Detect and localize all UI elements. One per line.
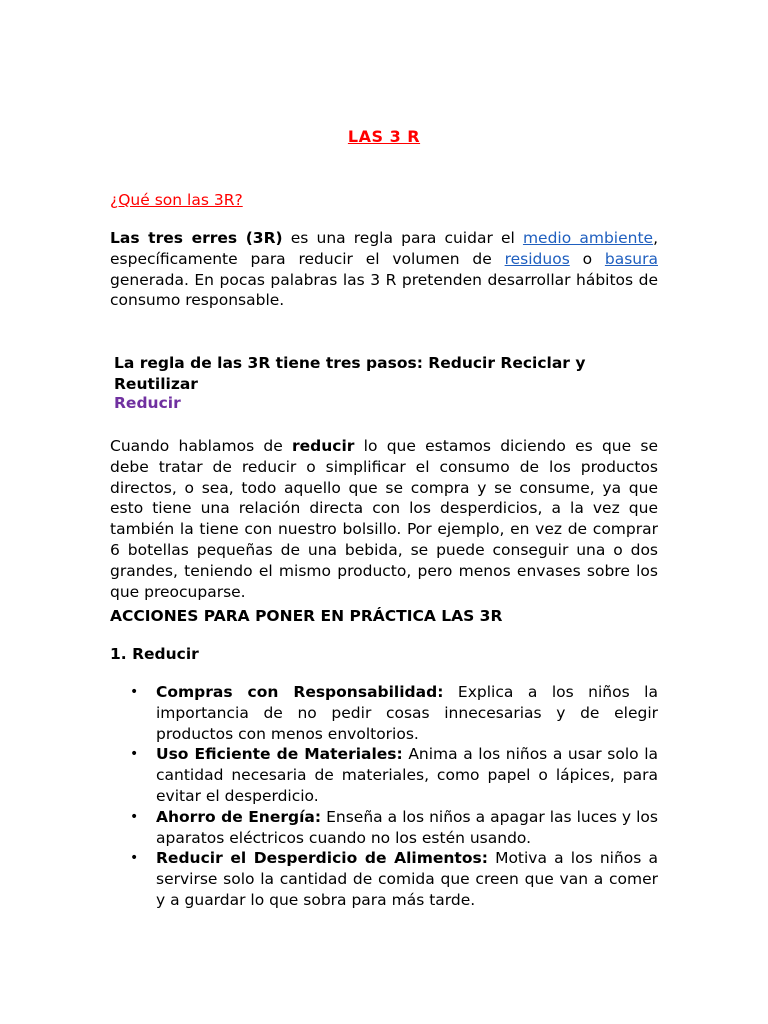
intro-bold-lead: Las tres erres (3R) <box>110 229 283 247</box>
reducir-paragraph <box>110 436 658 602</box>
intro-text-3: o <box>569 249 605 268</box>
list-item <box>110 682 658 744</box>
bullet-icon: • <box>130 850 139 867</box>
question-heading: ¿Qué son las 3R? <box>110 191 243 209</box>
document-title: LAS 3 R <box>347 127 421 146</box>
list-item <box>110 848 658 910</box>
list-item-text: Explica a los niños la importancia de no pedir cosas innecesarias y de elegir productos con menos envoltorios. <box>156 683 658 743</box>
intro-text-1: es una regla para cuidar el <box>282 229 523 247</box>
list-item <box>110 744 658 806</box>
basura-link[interactable]: basura <box>604 249 658 268</box>
acciones-heading: ACCIONES PARA PONER EN PRÁCTICA LAS 3R <box>110 607 503 625</box>
intro-text-2: , específicamente para reducir el volumen de <box>110 229 659 268</box>
list-item-text: Enseña a los niños a apagar las luces y los aparatos eléctricos cuando no los estén usando. <box>156 807 658 847</box>
list-item-title: Ahorro de Energía: <box>156 807 322 826</box>
residuos-link[interactable]: residuos <box>504 249 570 268</box>
list-item-title: Compras con Responsabilidad: <box>156 683 444 701</box>
bullet-icon: • <box>130 684 139 700</box>
list-item-text: Anima a los niños a usar solo la cantidad necesaria de materiales, como papel o lápices, para evitar el desperdicio. <box>156 745 658 805</box>
list-item-title: Reducir el Desperdicio de Alimentos: <box>156 849 488 868</box>
list-item-text: Motiva a los niños a servirse solo la cantidad de comida que creen que van a comer y a guardar lo que sobra para más tarde. <box>156 849 658 909</box>
medio-ambiente-link[interactable]: medio ambiente <box>522 229 654 247</box>
rule-heading: La regla de las 3R tiene tres pasos: Reducir Reciclar y Reutilizar <box>114 354 586 393</box>
intro-paragraph <box>110 228 658 311</box>
reducir-text-2: lo que estamos diciendo es que se debe tratar de reducir o simplificar el consumo de los productos directos, o sea, todo aquello que se compra y se consume, ya que esto tiene una relación directa con los desperdicios, a la vez que también la tiene con nuestro bolsillo. Por ejemplo, en vez de comprar 6 botellas pequeñas de una bebida, se puede conseguir una o dos grandes, teniendo el mismo producto, pero menos envases sobre los que preocuparse. <box>110 437 658 601</box>
numbered-heading-reducir: 1. Reducir <box>110 645 199 663</box>
reducir-text-1: Cuando hablamos de <box>110 437 292 455</box>
list-item <box>110 807 658 849</box>
intro-text-4: generada. En pocas palabras las 3 R pretenden desarrollar hábitos de consumo responsable. <box>110 270 658 310</box>
reducir-bold: reducir <box>292 437 355 455</box>
bullet-icon: • <box>130 808 139 825</box>
reducir-bullet-list <box>110 682 658 911</box>
list-item-title: Uso Eficiente de Materiales: <box>156 745 403 764</box>
bullet-icon: • <box>130 746 139 763</box>
reducir-heading: Reducir <box>114 394 181 412</box>
